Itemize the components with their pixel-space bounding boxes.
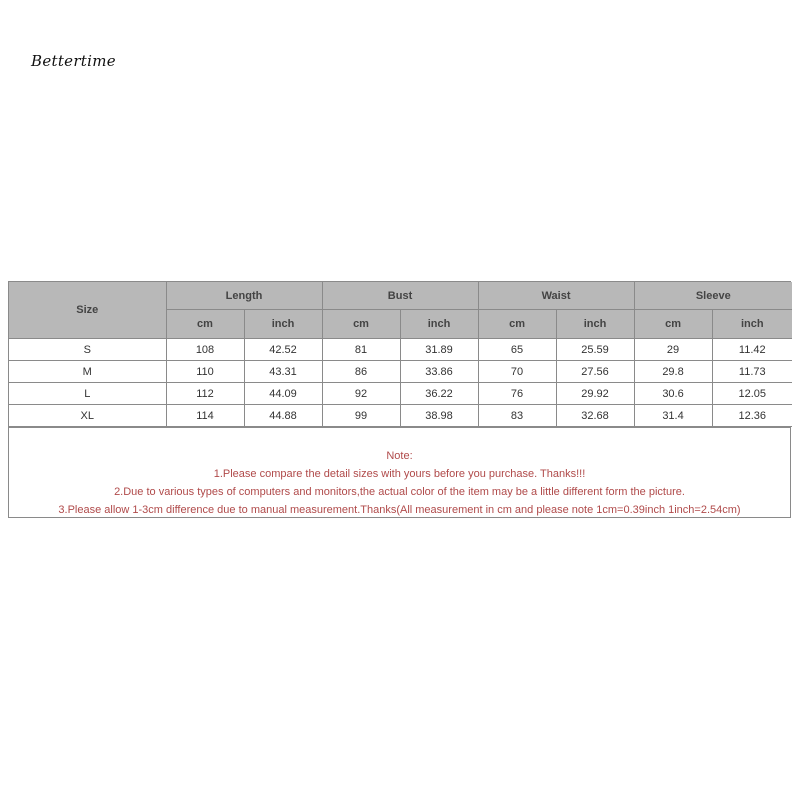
table-cell: 76 — [478, 383, 556, 405]
table-cell: 112 — [166, 383, 244, 405]
unit-header: cm — [634, 310, 712, 339]
size-cell: XL — [9, 405, 166, 427]
table-cell: 65 — [478, 339, 556, 361]
notes-section — [9, 427, 790, 517]
note-line: 1.Please compare the detail sizes with yours before you purchase. Thanks!!! — [213, 468, 586, 480]
table-cell: 81 — [322, 339, 400, 361]
note-title: Note: — [386, 450, 413, 462]
table-cell: 108 — [166, 339, 244, 361]
bust-group-header: Bust — [322, 282, 478, 310]
table-cell: 92 — [322, 383, 400, 405]
table-cell: 27.56 — [556, 361, 634, 383]
unit-header: cm — [478, 310, 556, 339]
length-group-header: Length — [166, 282, 322, 310]
table-row — [9, 405, 792, 427]
table-cell: 114 — [166, 405, 244, 427]
table-cell: 86 — [322, 361, 400, 383]
table-cell: 44.09 — [244, 383, 322, 405]
unit-header: inch — [244, 310, 322, 339]
table-cell: 12.36 — [712, 405, 792, 427]
table-cell: 25.59 — [556, 339, 634, 361]
size-chart — [8, 281, 791, 518]
size-cell: L — [9, 383, 166, 405]
table-cell: 31.4 — [634, 405, 712, 427]
unit-header: inch — [400, 310, 478, 339]
table-cell: 33.86 — [400, 361, 478, 383]
table-cell: 11.42 — [712, 339, 792, 361]
sleeve-group-header: Sleeve — [634, 282, 792, 310]
size-cell: M — [9, 361, 166, 383]
unit-header: cm — [322, 310, 400, 339]
waist-group-header: Waist — [478, 282, 634, 310]
header-row-groups — [9, 282, 792, 310]
note-line: 2.Due to various types of computers and monitors,the actual color of the item may be a little different form the picture. — [114, 486, 685, 498]
table-cell: 110 — [166, 361, 244, 383]
unit-header: inch — [712, 310, 792, 339]
table-cell: 83 — [478, 405, 556, 427]
table-cell: 43.31 — [244, 361, 322, 383]
unit-header: cm — [166, 310, 244, 339]
table-row — [9, 361, 792, 383]
table-cell: 70 — [478, 361, 556, 383]
table-cell: 11.73 — [712, 361, 792, 383]
table-cell: 31.89 — [400, 339, 478, 361]
size-cell: S — [9, 339, 166, 361]
table-cell: 42.52 — [244, 339, 322, 361]
table-cell: 32.68 — [556, 405, 634, 427]
table-cell: 99 — [322, 405, 400, 427]
table-cell: 29.8 — [634, 361, 712, 383]
table-cell: 29 — [634, 339, 712, 361]
note-line: 3.Please allow 1-3cm difference due to manual measurement.Thanks(All measurement in cm and please note 1cm=0.39inch 1inch=2.54cm) — [58, 504, 741, 516]
size-table — [9, 282, 792, 427]
unit-header: inch — [556, 310, 634, 339]
table-cell: 12.05 — [712, 383, 792, 405]
table-row — [9, 383, 792, 405]
table-row — [9, 339, 792, 361]
table-cell: 30.6 — [634, 383, 712, 405]
brand-logo-text: Bettertime — [31, 52, 116, 70]
table-cell: 44.88 — [244, 405, 322, 427]
table-cell: 36.22 — [400, 383, 478, 405]
table-cell: 38.98 — [400, 405, 478, 427]
table-cell: 29.92 — [556, 383, 634, 405]
size-column-header: Size — [9, 282, 166, 339]
